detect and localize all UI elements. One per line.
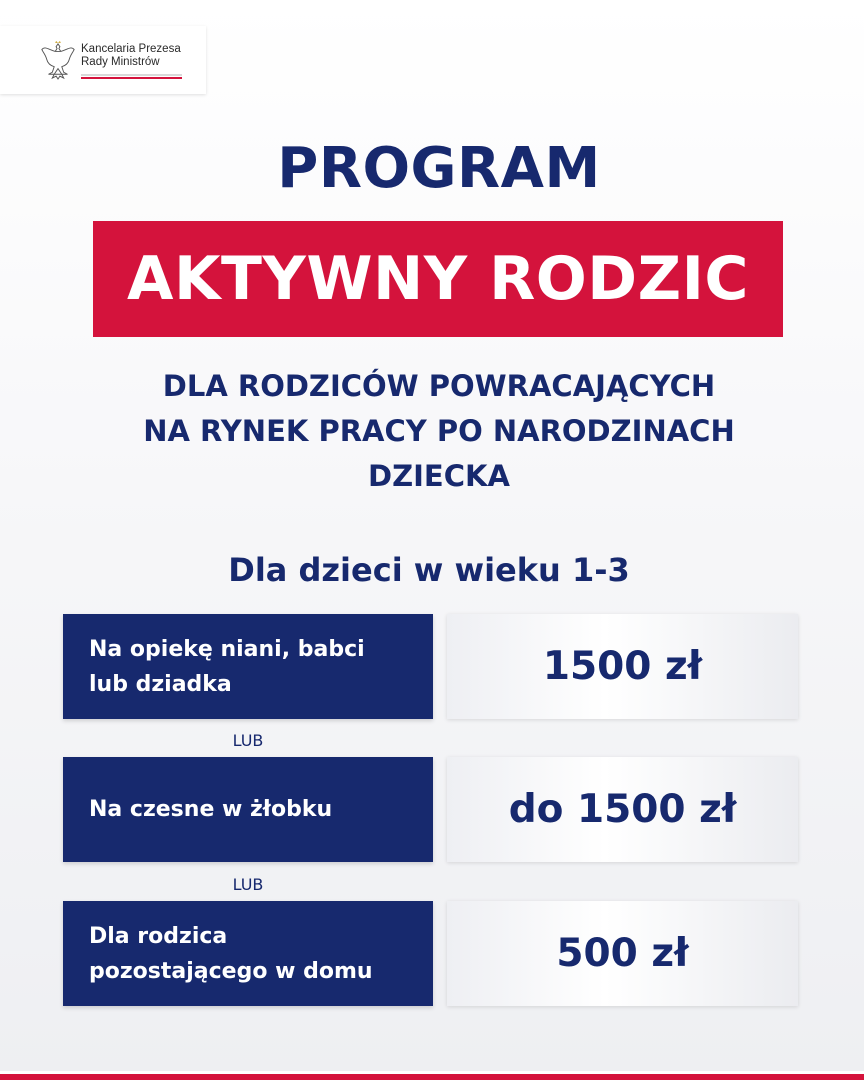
flag-stripe-white — [81, 74, 182, 76]
subtitle-line1: DLA RODZICÓW POWRACAJĄCYCH — [162, 369, 716, 403]
program-name-banner — [93, 221, 783, 337]
institution-name-line2: Rady Ministrów — [81, 56, 160, 68]
program-subtitle — [0, 364, 864, 499]
option-label-nanny — [63, 614, 433, 719]
option-amount-nanny: 1500 zł — [447, 614, 798, 719]
option-label-line1: Na opiekę niani, babci — [89, 636, 365, 662]
eagle-emblem-icon — [39, 40, 77, 80]
bottom-stripe-red — [0, 1074, 864, 1080]
institution-name-line1: Kancelaria Prezesa — [81, 43, 181, 55]
option-label-line1: Na czesne w żłobku — [89, 797, 333, 822]
subtitle-line2: NA RYNEK PRACY PO NARODZINACH — [143, 414, 735, 448]
age-range-heading: Dla dzieci w wieku 1-3 — [228, 551, 630, 589]
option-label-line2: lub dziadka — [89, 671, 232, 697]
option-label-line2: pozostającego w domu — [89, 958, 373, 984]
flag-stripe-red — [81, 77, 182, 79]
option-label-home-parent — [63, 901, 433, 1006]
institution-name — [81, 43, 181, 69]
subtitle-line3: DZIECKA — [368, 459, 510, 493]
separator-or: LUB — [232, 731, 264, 750]
option-amount-home-parent: 500 zł — [447, 901, 798, 1006]
program-name: AKTYWNY RODZIC — [127, 244, 749, 314]
option-amount-nursery: do 1500 zł — [447, 757, 798, 862]
option-label-nursery — [63, 757, 433, 862]
separator-or: LUB — [232, 875, 264, 894]
program-title: PROGRAM — [277, 136, 601, 201]
option-label-line1: Dla rodzica — [89, 923, 228, 949]
logo-box — [0, 26, 206, 94]
